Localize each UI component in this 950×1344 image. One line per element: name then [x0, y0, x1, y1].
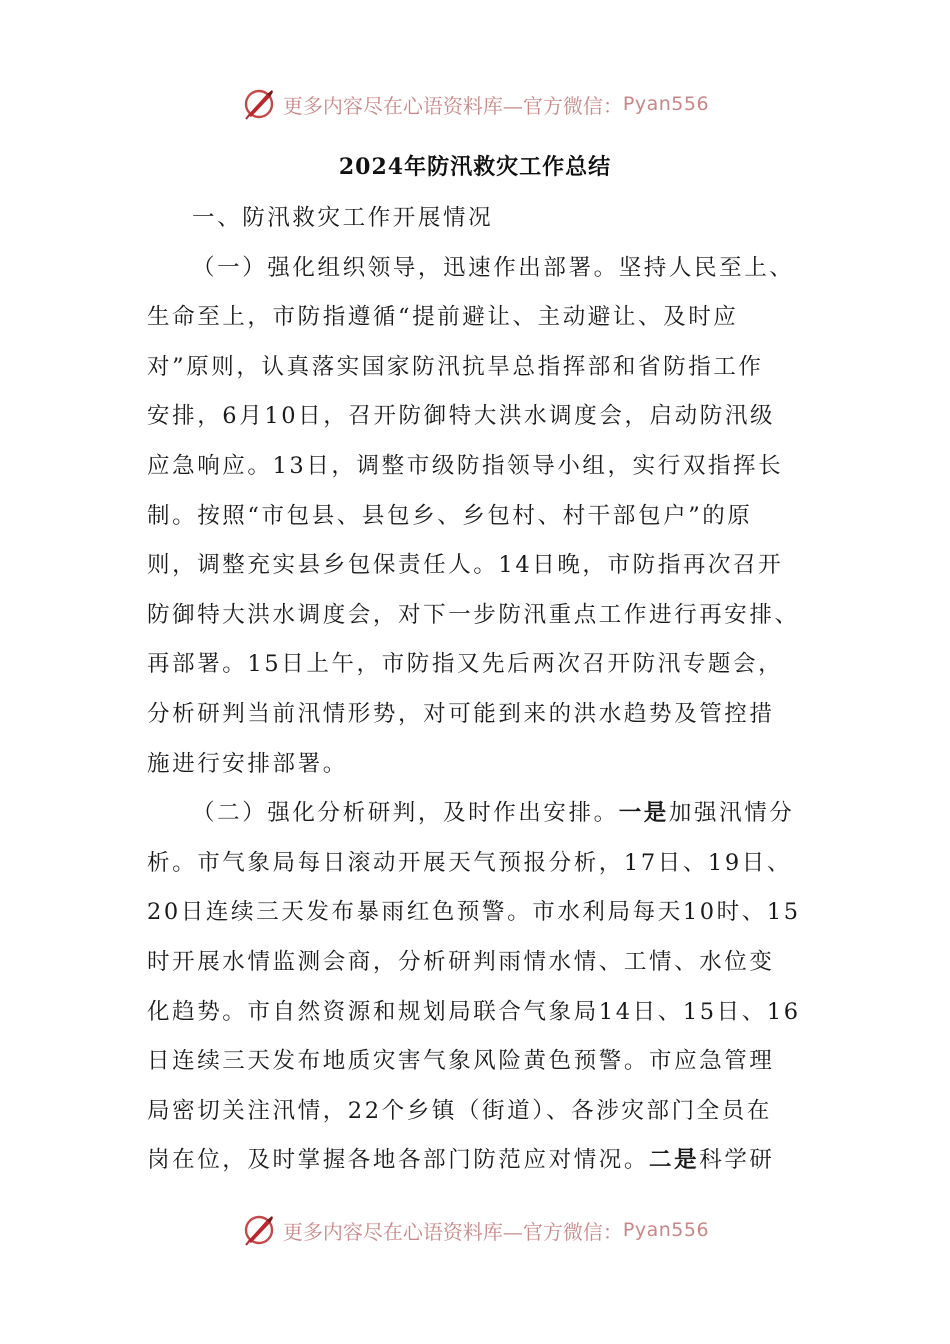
paragraph-line: [147, 1136, 807, 1186]
paragraph-line: 安排，6月10日，召开防御特大洪水调度会，启动防汛级: [147, 403, 776, 430]
emphasis-text: 一是: [618, 800, 669, 827]
paragraph-text: 岗在位，及时掌握各地各部门防范应对情况。: [147, 1147, 650, 1174]
quill-logo-icon: [241, 1212, 277, 1248]
quill-logo-icon: [241, 86, 277, 122]
emphasis-text: 二是: [649, 1147, 700, 1174]
paragraph-line: 日连续三天发布地质灾害气象风险黄色预警。市应急管理: [147, 1048, 775, 1075]
watermark-wechat-id: Pyan556: [622, 1219, 710, 1241]
paragraph-line: 析。市气象局每日滚动开展天气预报分析，17日、19日、: [147, 849, 792, 876]
paragraph-line: 再部署。15日上午，市防指又先后两次召开防汛专题会，: [147, 651, 784, 678]
paragraph-text: 科学研: [699, 1147, 775, 1174]
paragraph-line: 局密切关注汛情，22个乡镇（街道）、各涉灾部门全员在: [147, 1097, 772, 1124]
paragraph-line: 时开展水情监测会商，分析研判雨情水情、工情、水位变: [147, 948, 775, 975]
paragraph-line: 对”原则，认真落实国家防汛抗旱总指挥部和省防指工作: [147, 353, 764, 380]
watermark-banner-bottom: [0, 1210, 950, 1250]
paragraph-line: 应急响应。13日，调整市级防指领导小组，实行双指挥长: [147, 452, 784, 479]
watermark-text: 更多内容尽在心语资料库—官方微信：: [282, 93, 623, 118]
watermark-banner-top: [0, 84, 950, 124]
document-body: [147, 194, 807, 1186]
paragraph-line: 20日连续三天发布暴雨红色预警。市水利局每天10时、15: [147, 899, 801, 926]
watermark-text: 更多内容尽在心语资料库—官方微信：: [282, 1219, 623, 1244]
paragraph-text: 加强汛情分: [668, 800, 795, 827]
paragraph-line: 化趋势。市自然资源和规划局联合气象局14日、15日、16: [147, 998, 801, 1025]
paragraph-line: 制。按照“市包县、县包乡、乡包村、村干部包户”的原: [147, 502, 753, 529]
paragraph-line: 施进行安排部署。: [147, 750, 348, 777]
section-heading: 一、防汛救灾工作开展情况: [192, 205, 494, 231]
paragraph-text: （二）强化分析研判，及时作出安排。: [192, 800, 619, 827]
watermark-wechat-id: Pyan556: [622, 93, 710, 115]
paragraph-line: 防御特大洪水调度会，对下一步防汛重点工作进行再安排、: [147, 601, 800, 628]
paragraph-line: （一）强化组织领导，迅速作出部署。坚持人民至上、: [192, 254, 795, 281]
paragraph-line: 生命至上，市防指遵循“提前避让、主动避让、及时应: [147, 304, 739, 331]
paragraph-line: 分析研判当前汛情形势，对可能到来的洪水趋势及管控措: [147, 700, 775, 727]
document-title: 2024年防汛救灾工作总结: [338, 154, 612, 180]
paragraph-line: 则，调整充实县乡包保责任人。14日晚，市防指再次召开: [147, 552, 784, 579]
paragraph-line: [147, 789, 807, 839]
